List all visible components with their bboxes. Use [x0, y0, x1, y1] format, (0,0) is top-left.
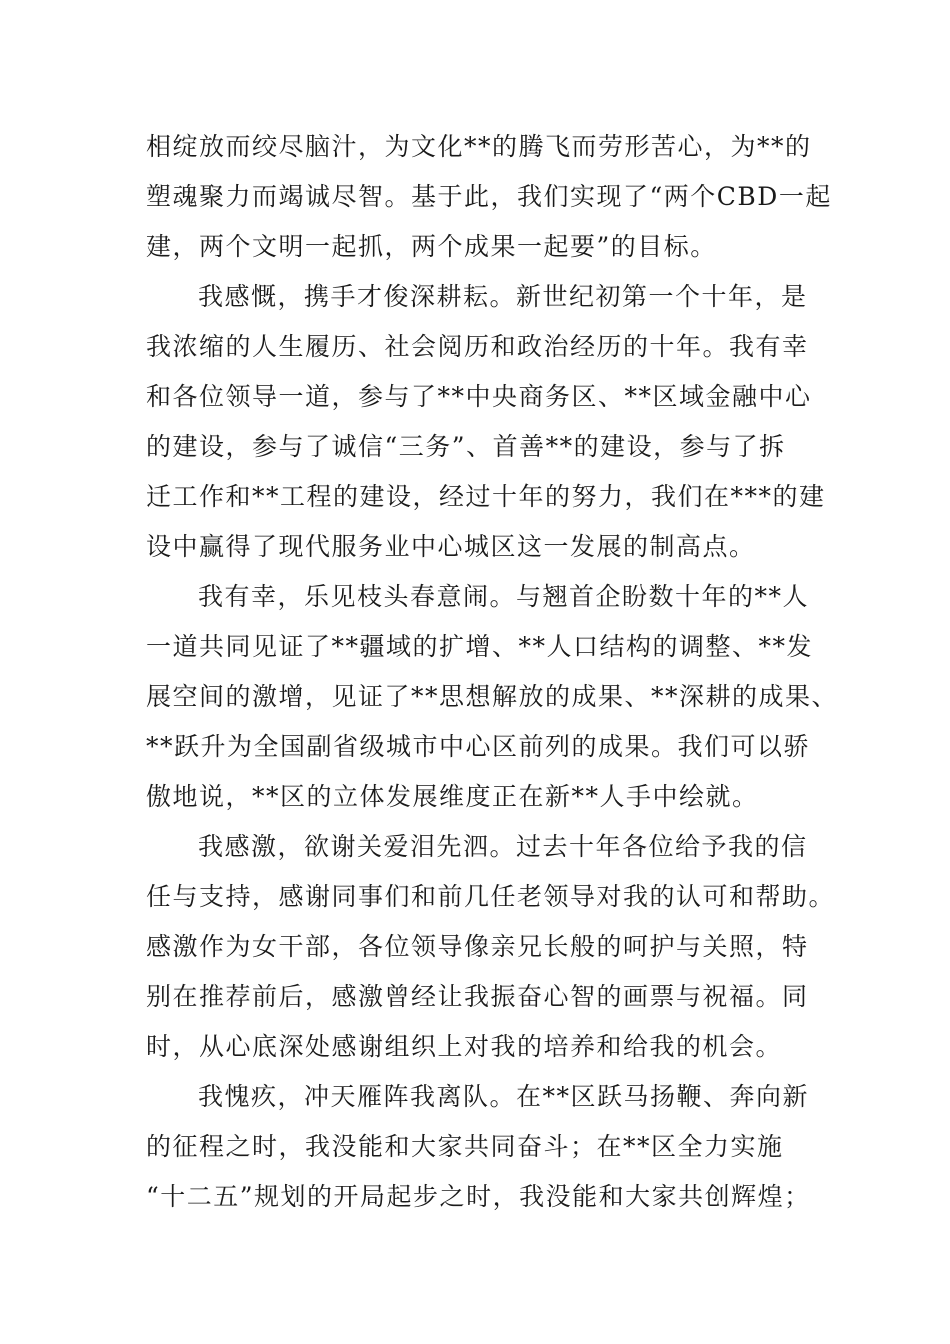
- text-line: 和各位领导一道，参与了**中央商务区、**区域金融中心: [146, 382, 812, 411]
- text-line: 傲地说，**区的立体发展维度正在新**人手中绘就。: [146, 782, 759, 811]
- text-line: 的建设，参与了诚信“三务”、首善**的建设，参与了拆: [146, 432, 786, 461]
- text-line: “十二五”规划的开局起步之时，我没能和大家共创辉煌；: [146, 1182, 811, 1211]
- text-line: 感激作为女干部，各位领导像亲兄长般的呵护与关照，特: [146, 932, 809, 961]
- text-line: 建，两个文明一起抓，两个成果一起要”的目标。: [146, 232, 717, 261]
- text-line: 我有幸，乐见枝头春意闹。与翘首企盼数十年的**人: [198, 582, 810, 611]
- document-body: [146, 122, 839, 1222]
- text-line: 迁工作和**工程的建设，经过十年的努力，我们在***的建: [146, 482, 826, 511]
- text-line: 我感慨，携手才俊深耕耘。新世纪初第一个十年，是: [198, 282, 808, 311]
- text-line: 的征程之时，我没能和大家共同奋斗；在**区全力实施: [146, 1132, 784, 1161]
- text-line: 任与支持，感谢同事们和前几任老领导对我的认可和帮助。: [146, 882, 836, 911]
- text-line: 我感激，欲谢关爱泪先泗。过去十年各位给予我的信: [198, 832, 808, 861]
- text-line: 别在推荐前后，感激曾经让我振奋心智的画票与祝福。同: [146, 982, 809, 1011]
- text-line: **跃升为全国副省级城市中心区前列的成果。我们可以骄: [146, 732, 811, 761]
- text-line: 设中赢得了现代服务业中心城区这一发展的制高点。: [146, 532, 756, 561]
- text-line: 相绽放而绞尽脑汁，为文化**的腾飞而劳形苦心，为**的: [146, 132, 812, 161]
- text-line: 时，从心底深处感谢组织上对我的培养和给我的机会。: [146, 1032, 783, 1061]
- text-line: 塑魂聚力而竭诚尽智。基于此，我们实现了“两个CBD一起: [146, 182, 832, 211]
- text-line: 一道共同见证了**疆域的扩增、**人口结构的调整、**发: [146, 632, 814, 661]
- text-line: 我愧疚，冲天雁阵我离队。在**区跃马扬鞭、奔向新: [198, 1082, 810, 1111]
- text-line: 展空间的激增，见证了**思想解放的成果、**深耕的成果、: [146, 682, 839, 711]
- text-line: 我浓缩的人生履历、社会阅历和政治经历的十年。我有幸: [146, 332, 809, 361]
